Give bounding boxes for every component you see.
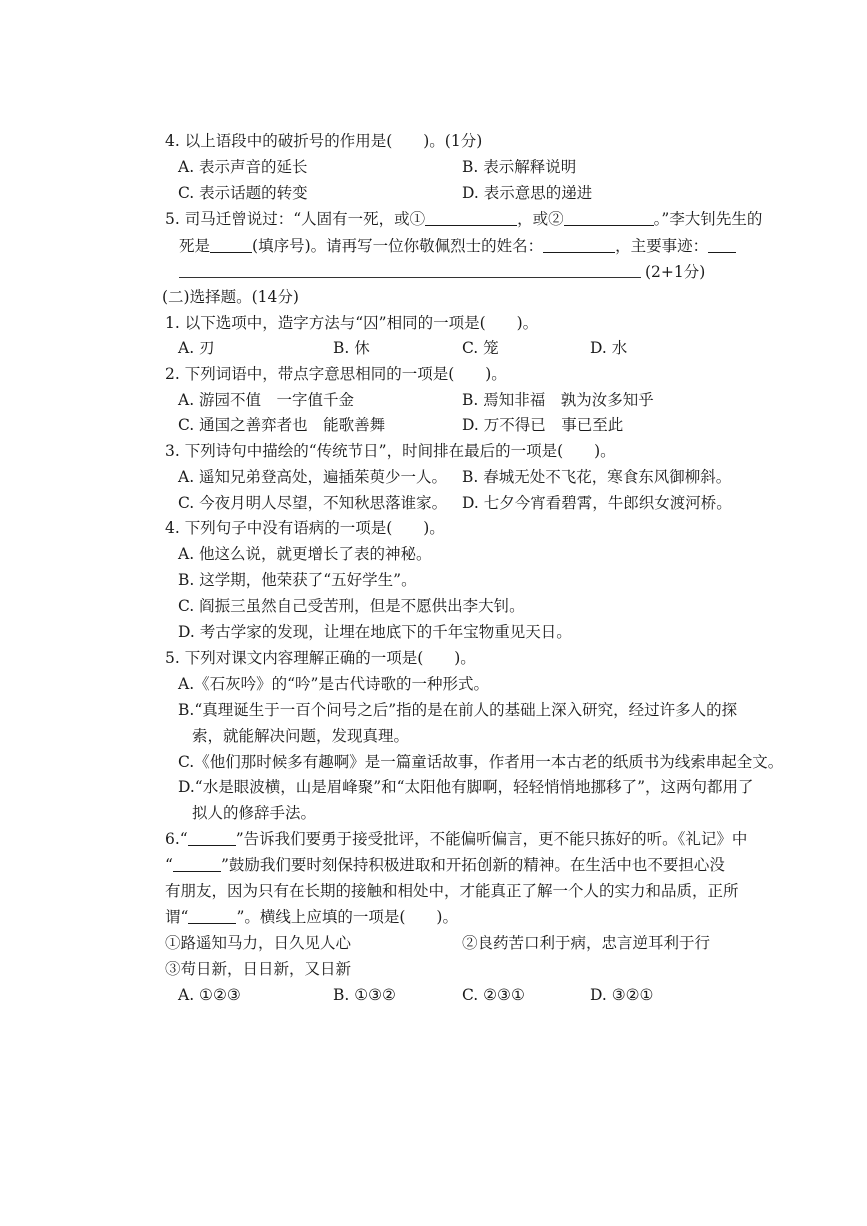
- c5-option-b-line1[interactable]: B.“真理诞生于一百个问号之后”指的是在前人的基础上深入研究，经过许多人的探: [178, 701, 738, 719]
- c3-stem: 3. 下列诗句中描绘的“传统节日”，时间排在最后的一项是( )。: [165, 442, 616, 460]
- c1-option-c[interactable]: C. 笼: [462, 339, 499, 357]
- c6-option-c[interactable]: C. ②③①: [462, 986, 525, 1004]
- q4-stem-text: 4. 以上语段中的破折号的作用是( )。(1分): [165, 132, 483, 150]
- q5-line2-start: 死是: [179, 237, 211, 255]
- c6-option-b[interactable]: B. ①③②: [333, 986, 396, 1004]
- q5-blank-name[interactable]: [543, 236, 615, 253]
- c6-item-1: ①路遥知马力，日久见人心: [165, 934, 352, 952]
- c2-option-a[interactable]: A. 游园不值 一字值千金: [178, 391, 355, 409]
- c6-line3: 有朋友，因为只有在长期的接触和相处中，才能真正了解一个人的实力和品质，正所: [165, 882, 739, 900]
- c2-option-d[interactable]: D. 万不得已 事已至此: [462, 416, 624, 434]
- c5-option-a[interactable]: A.《石灰吟》的“吟”是古代诗歌的一种形式。: [178, 675, 489, 693]
- c3-option-d[interactable]: D. 七夕今宵看碧霄，牛郎织女渡河桥。: [462, 494, 732, 512]
- c6-line2: [165, 855, 725, 875]
- q4-stem: [165, 131, 482, 151]
- c6-line4: [165, 907, 458, 927]
- c6-line1-end: ”告诉我们要勇于接受批评，不能偏听偏言，更不能只拣好的听。《礼记》中: [235, 830, 748, 848]
- c6-blank-2[interactable]: [173, 855, 221, 872]
- q5-line2-mid: (填序号)。请再写一位你敬佩烈士的姓名：: [252, 237, 544, 255]
- q5-line2-end: ，主要事迹：: [615, 237, 709, 255]
- q5-blank-3[interactable]: [210, 236, 252, 253]
- c1-stem: 1. 以下选项中，造字方法与“囚”相同的一项是( )。: [165, 314, 539, 332]
- c2-option-b[interactable]: B. 焉知非福 孰为汝多知乎: [462, 391, 654, 409]
- q5-line1: [165, 209, 762, 229]
- c4-option-c[interactable]: C. 阎振三虽然自己受苦刑，但是不愿供出李大钊。: [178, 597, 525, 615]
- c1-option-b[interactable]: B. 休: [333, 339, 370, 357]
- c4-option-a[interactable]: A. 他这么说，就更增长了表的神秘。: [178, 545, 432, 563]
- c4-option-b[interactable]: B. 这学期，他荣获了“五好学生”。: [178, 571, 417, 589]
- c5-stem: 5. 下列对课文内容理解正确的一项是( )。: [165, 649, 476, 667]
- c2-stem: 2. 下列词语中，带点字意思相同的一项是( )。: [165, 365, 507, 383]
- c6-line1-start: 6.“: [165, 830, 188, 848]
- c6-line2-end: ”鼓励我们要时刻保持积极进取和开拓创新的精神。在生活中也不要担心没: [220, 856, 725, 874]
- c1-option-a[interactable]: A. 刃: [178, 339, 215, 357]
- q5-line1-start: 5. 司马迁曾说过：“人固有一死，或①: [165, 210, 426, 228]
- q5-line1-end: 。”李大钊先生的: [653, 210, 763, 228]
- c2-option-c[interactable]: C. 通国之善弈者也 能歌善舞: [178, 416, 386, 434]
- q4-option-b[interactable]: B. 表示解释说明: [462, 158, 577, 176]
- q4-option-a[interactable]: A. 表示声音的延长: [178, 158, 308, 176]
- c3-option-b[interactable]: B. 春城无处不飞花，寒食东风御柳斜。: [462, 468, 732, 486]
- c6-line4-end: ”。横线上应填的一项是( )。: [236, 908, 458, 926]
- c5-option-b-line2: 索，就能解决问题，发现真理。: [192, 727, 410, 745]
- q5-blank-2[interactable]: [564, 209, 654, 226]
- q5-blank-1[interactable]: [425, 209, 517, 226]
- c5-option-c[interactable]: C.《他们那时候多有趣啊》是一篇童话故事，作者用一本古老的纸质书为线索串起全文。: [178, 753, 784, 771]
- c1-option-d[interactable]: D. 水: [590, 339, 628, 357]
- q4-option-d[interactable]: D. 表示意思的递进: [462, 184, 593, 202]
- c5-option-d-line1[interactable]: D.“水是眼波横，山是眉峰聚”和“太阳他有脚啊，轻轻悄悄地挪移了”，这两句都用了: [178, 778, 754, 796]
- c4-option-d[interactable]: D. 考古学家的发现，让埋在地底下的千年宝物重见天日。: [178, 623, 572, 641]
- c6-item-3: ③苟日新，日日新，又日新: [165, 960, 352, 978]
- c6-blank-1[interactable]: [188, 829, 236, 846]
- c6-line4-start: 谓“: [165, 908, 189, 926]
- c6-line1: [165, 829, 747, 849]
- q5-line1-mid: ，或②: [517, 210, 564, 228]
- q5-line2: [179, 236, 736, 256]
- q5-answer-line[interactable]: [179, 277, 641, 278]
- c5-option-d-line2: 拟人的修辞手法。: [192, 804, 317, 822]
- section2-title: (二)选择题。(14分): [162, 288, 299, 306]
- q5-score: (2+1分): [645, 263, 706, 281]
- c6-option-d[interactable]: D. ③②①: [590, 986, 654, 1004]
- c6-item-2: ②良药苦口利于病，忠言逆耳利于行: [462, 934, 711, 952]
- q5-blank-deeds-start[interactable]: [708, 236, 736, 253]
- c3-option-a[interactable]: A. 遥知兄弟登高处，遍插茱萸少一人。: [178, 468, 448, 486]
- c4-stem: 4. 下列句子中没有语病的一项是( )。: [165, 519, 445, 537]
- c6-blank-3[interactable]: [188, 907, 236, 924]
- c6-line2-start: “: [165, 856, 173, 874]
- c3-option-c[interactable]: C. 今夜月明人尽望，不知秋思落谁家。: [178, 494, 448, 512]
- c6-option-a[interactable]: A. ①②③: [178, 986, 241, 1004]
- q4-option-c[interactable]: C. 表示话题的转变: [178, 184, 308, 202]
